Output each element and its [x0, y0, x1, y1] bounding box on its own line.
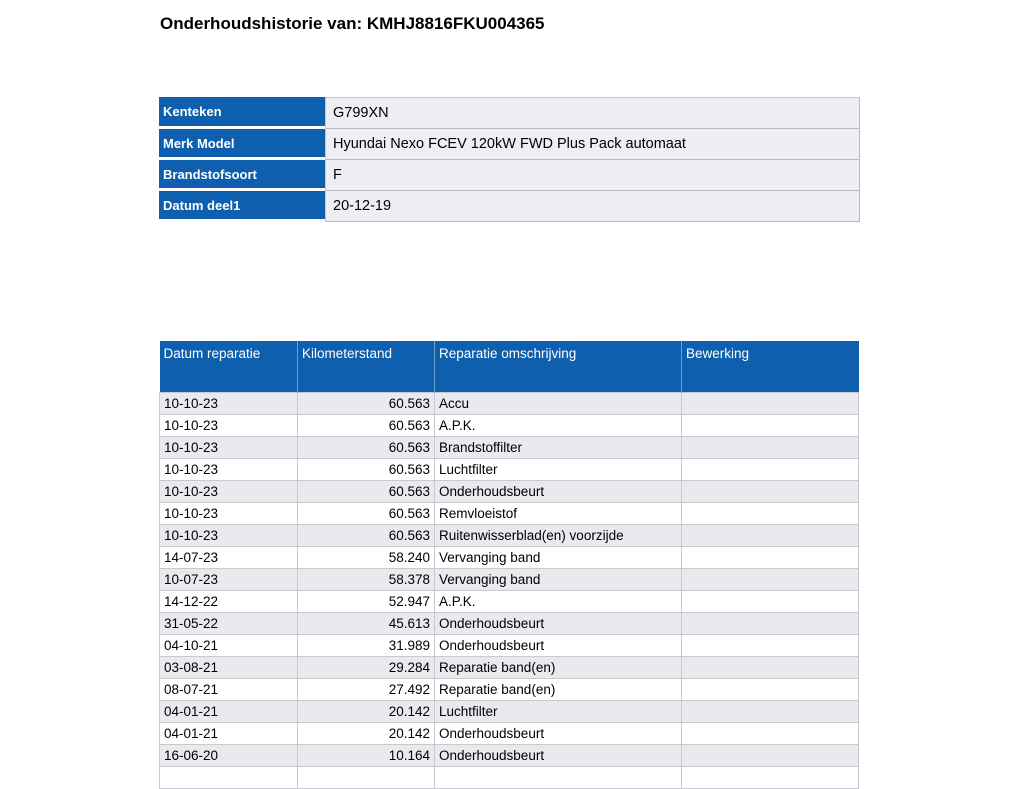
table-row [160, 612, 859, 634]
cell-reparatie-omschrijving: Vervanging band [435, 546, 682, 568]
info-value: G799XN [325, 97, 860, 129]
cell-datum-reparatie: 10-07-23 [160, 568, 298, 590]
cell-kilometerstand: 60.563 [298, 436, 435, 458]
info-row [159, 160, 860, 191]
cell-reparatie-omschrijving: Onderhoudsbeurt [435, 722, 682, 744]
cell-bewerking [682, 502, 859, 524]
cell-datum-reparatie: 10-10-23 [160, 414, 298, 436]
info-label: Kenteken [159, 97, 325, 129]
info-value: 20-12-19 [325, 191, 860, 222]
cell-reparatie-omschrijving: Luchtfilter [435, 458, 682, 480]
cell-bewerking [682, 414, 859, 436]
cell-datum-reparatie: 16-06-20 [160, 744, 298, 766]
info-label: Merk Model [159, 129, 325, 160]
cell-bewerking [682, 568, 859, 590]
cell-bewerking [682, 590, 859, 612]
cell-reparatie-omschrijving: Ruitenwisserblad(en) voorzijde [435, 524, 682, 546]
maintenance-history-table [159, 341, 859, 789]
cell-reparatie-omschrijving: Onderhoudsbeurt [435, 634, 682, 656]
cell-bewerking [682, 678, 859, 700]
table-row [160, 502, 859, 524]
cell-reparatie-omschrijving: Onderhoudsbeurt [435, 612, 682, 634]
table-row [160, 524, 859, 546]
table-row [160, 656, 859, 678]
cell-datum-reparatie: 10-10-23 [160, 436, 298, 458]
cell-datum-reparatie: 04-01-21 [160, 722, 298, 744]
cell-reparatie-omschrijving: Vervanging band [435, 568, 682, 590]
cell-reparatie-omschrijving: Reparatie band(en) [435, 656, 682, 678]
info-value: Hyundai Nexo FCEV 120kW FWD Plus Pack automaat [325, 129, 860, 160]
maintenance-header-row [160, 341, 859, 392]
cell-datum-reparatie: 31-05-22 [160, 612, 298, 634]
cell-kilometerstand: 58.378 [298, 568, 435, 590]
cell-reparatie-omschrijving: Brandstoffilter [435, 436, 682, 458]
table-row [160, 546, 859, 568]
cell-kilometerstand: 58.240 [298, 546, 435, 568]
cell-reparatie-omschrijving: Reparatie band(en) [435, 678, 682, 700]
cell-kilometerstand: 60.563 [298, 414, 435, 436]
cell-kilometerstand: 27.492 [298, 678, 435, 700]
table-row [160, 392, 859, 414]
cell-bewerking [682, 524, 859, 546]
cell-kilometerstand: 60.563 [298, 524, 435, 546]
cell-kilometerstand [298, 766, 435, 788]
table-row [160, 436, 859, 458]
table-row [160, 414, 859, 436]
cell-datum-reparatie [160, 766, 298, 788]
cell-bewerking [682, 458, 859, 480]
table-row [160, 744, 859, 766]
cell-bewerking [682, 480, 859, 502]
cell-reparatie-omschrijving: Remvloeistof [435, 502, 682, 524]
table-row [160, 634, 859, 656]
cell-kilometerstand: 60.563 [298, 458, 435, 480]
column-header-reparatie-omschrijving: Reparatie omschrijving [435, 341, 682, 392]
cell-bewerking [682, 766, 859, 788]
table-row [160, 590, 859, 612]
cell-reparatie-omschrijving: Luchtfilter [435, 700, 682, 722]
table-row-partial [160, 766, 859, 788]
cell-bewerking [682, 744, 859, 766]
cell-bewerking [682, 722, 859, 744]
table-row [160, 458, 859, 480]
cell-kilometerstand: 52.947 [298, 590, 435, 612]
table-row [160, 480, 859, 502]
cell-datum-reparatie: 10-10-23 [160, 480, 298, 502]
info-row [159, 191, 860, 222]
cell-kilometerstand: 60.563 [298, 480, 435, 502]
cell-datum-reparatie: 08-07-21 [160, 678, 298, 700]
cell-bewerking [682, 612, 859, 634]
cell-datum-reparatie: 10-10-23 [160, 524, 298, 546]
cell-kilometerstand: 20.142 [298, 722, 435, 744]
info-label: Brandstofsoort [159, 160, 325, 191]
cell-kilometerstand: 31.989 [298, 634, 435, 656]
table-row [160, 722, 859, 744]
table-row [160, 700, 859, 722]
info-row [159, 129, 860, 160]
info-label: Datum deel1 [159, 191, 325, 222]
cell-datum-reparatie: 14-12-22 [160, 590, 298, 612]
cell-datum-reparatie: 03-08-21 [160, 656, 298, 678]
maintenance-table-body [160, 392, 859, 788]
cell-bewerking [682, 436, 859, 458]
cell-kilometerstand: 45.613 [298, 612, 435, 634]
cell-datum-reparatie: 04-10-21 [160, 634, 298, 656]
column-header-datum-reparatie: Datum reparatie [160, 341, 298, 392]
cell-datum-reparatie: 10-10-23 [160, 502, 298, 524]
info-row [159, 97, 860, 129]
cell-kilometerstand: 60.563 [298, 392, 435, 414]
cell-reparatie-omschrijving: Accu [435, 392, 682, 414]
vehicle-info-body [159, 97, 860, 222]
cell-bewerking [682, 546, 859, 568]
cell-reparatie-omschrijving: A.P.K. [435, 590, 682, 612]
cell-reparatie-omschrijving: Onderhoudsbeurt [435, 744, 682, 766]
column-header-kilometerstand: Kilometerstand [298, 341, 435, 392]
cell-kilometerstand: 10.164 [298, 744, 435, 766]
cell-datum-reparatie: 10-10-23 [160, 392, 298, 414]
table-row [160, 568, 859, 590]
table-row [160, 678, 859, 700]
cell-datum-reparatie: 14-07-23 [160, 546, 298, 568]
page-title: Onderhoudshistorie van: KMHJ8816FKU004365 [160, 14, 545, 34]
cell-kilometerstand: 29.284 [298, 656, 435, 678]
vehicle-info-table [159, 97, 860, 222]
column-header-bewerking: Bewerking [682, 341, 859, 392]
info-value: F [325, 160, 860, 191]
cell-datum-reparatie: 10-10-23 [160, 458, 298, 480]
cell-reparatie-omschrijving: Onderhoudsbeurt [435, 480, 682, 502]
cell-reparatie-omschrijving: A.P.K. [435, 414, 682, 436]
cell-datum-reparatie: 04-01-21 [160, 700, 298, 722]
cell-bewerking [682, 634, 859, 656]
cell-bewerking [682, 392, 859, 414]
cell-reparatie-omschrijving [435, 766, 682, 788]
cell-bewerking [682, 700, 859, 722]
cell-kilometerstand: 60.563 [298, 502, 435, 524]
cell-kilometerstand: 20.142 [298, 700, 435, 722]
cell-bewerking [682, 656, 859, 678]
